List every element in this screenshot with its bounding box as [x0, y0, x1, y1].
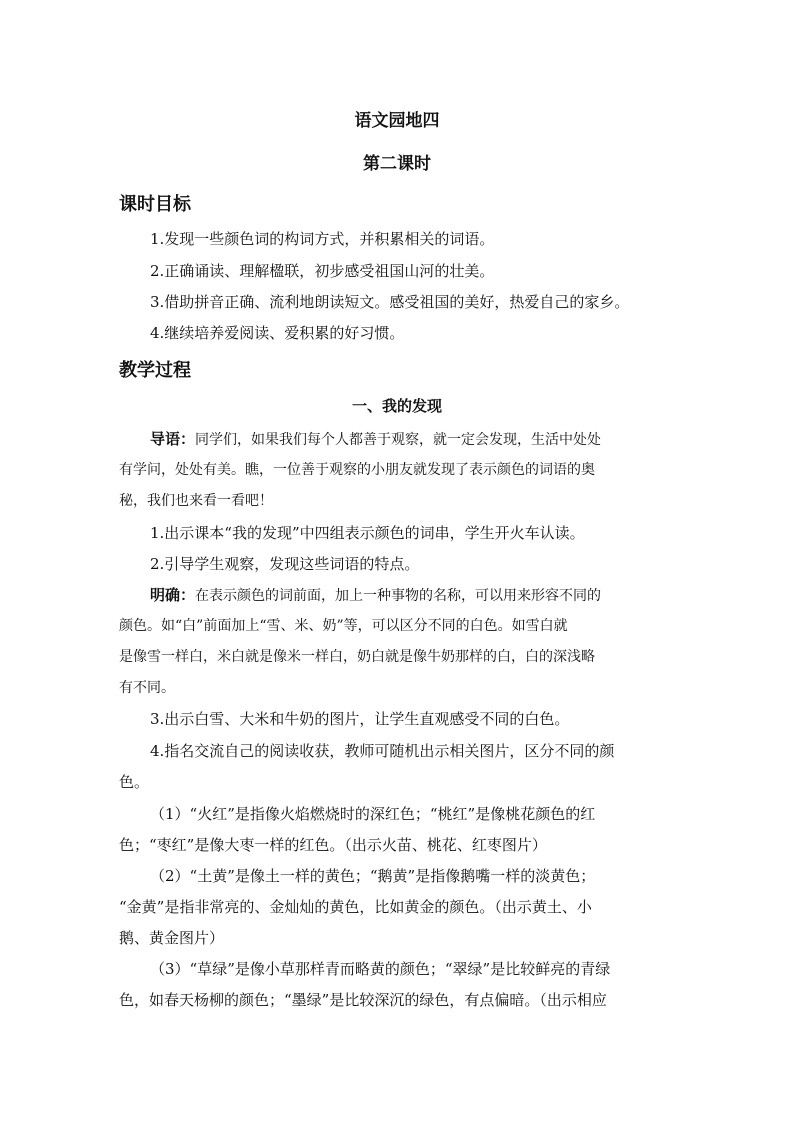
part1-heading: 一、我的发现 — [351, 397, 442, 415]
page-title: 语文园地四 — [354, 111, 440, 131]
goal-item: 2.正确诵读、理解楹联，初步感受祖国山河的壮美。 — [150, 262, 495, 280]
color-item-line: 色；“枣红”是像大枣一样的红色。（出示火苗、桃花、红枣图片） — [119, 836, 547, 854]
step-line: 2.引导学生观察，发现这些词语的特点。 — [150, 555, 420, 573]
color-item-line: 色，如春天杨柳的颜色；“墨绿”是比较深沉的绿色，有点偏暗。（出示相应 — [119, 991, 607, 1009]
intro-text: 同学们，如果我们每个人都善于观察，就一定会发现，生活中处处 — [195, 432, 602, 448]
clarify-label: 明确： — [150, 586, 196, 604]
clarify-line — [150, 584, 680, 605]
step-line: 1.出示课本“我的发现”中四组表示颜色的词串，学生开火车认读。 — [150, 524, 585, 542]
clarify-line: 是像雪一样白，米白就是像米一样白，奶白就是像牛奶那样的白，白的深浅略 — [119, 649, 595, 665]
color-item-line: 鹅、黄金图片） — [119, 929, 225, 947]
goal-item: 1.发现一些颜色词的构词方式，并积累相关的词语。 — [150, 230, 495, 248]
step-line: 4.指名交流自己的阅读收获，教师可随机出示相关图片，区分不同的颜 — [150, 742, 615, 760]
step-line: 色。 — [119, 773, 150, 791]
clarify-line: 颜色。如“白”前面加上“雪、米、奶”等，可以区分不同的白色。如雪白就 — [119, 618, 568, 634]
process-heading: 教学过程 — [119, 360, 191, 381]
color-item-line: （2）“土黄”是像土一样的黄色；“鹅黄”是指像鹅嘴一样的淡黄色； — [150, 867, 596, 885]
step-line: 3.出示白雪、大米和牛奶的图片，让学生直观感受不同的白色。 — [150, 710, 570, 728]
color-item-line: （3）“草绿”是像小草那样青而略黄的颜色；“翠绿”是比较鲜亮的青绿 — [150, 960, 611, 978]
page-subtitle: 第二课时 — [363, 154, 431, 174]
color-item-line: “金黄”是指非常亮的、金灿灿的黄色，比如黄金的颜色。（出示黄土、小 — [119, 898, 592, 916]
intro-line — [150, 428, 680, 449]
goal-item: 4.继续培养爱阅读、爱积累的好习惯。 — [150, 324, 405, 342]
clarify-text: 在表示颜色的词前面，加上一种事物的名称，可以用来形容不同的 — [195, 588, 602, 604]
color-item-line: （1）“火红”是指像火焰燃烧时的深红色；“桃红”是像桃花颜色的红 — [150, 805, 596, 823]
intro-label: 导语： — [150, 430, 196, 448]
intro-line: 有学问，处处有美。瞧，一位善于观察的小朋友就发现了表示颜色的词语的奥 — [119, 462, 595, 478]
clarify-line: 有不同。 — [119, 680, 175, 696]
goals-heading: 课时目标 — [119, 194, 191, 215]
goal-item: 3.借助拼音正确、流利地朗读短文。感受祖国的美好，热爱自己的家乡。 — [150, 293, 630, 311]
intro-line: 秘，我们也来看一看吧！ — [119, 493, 273, 509]
